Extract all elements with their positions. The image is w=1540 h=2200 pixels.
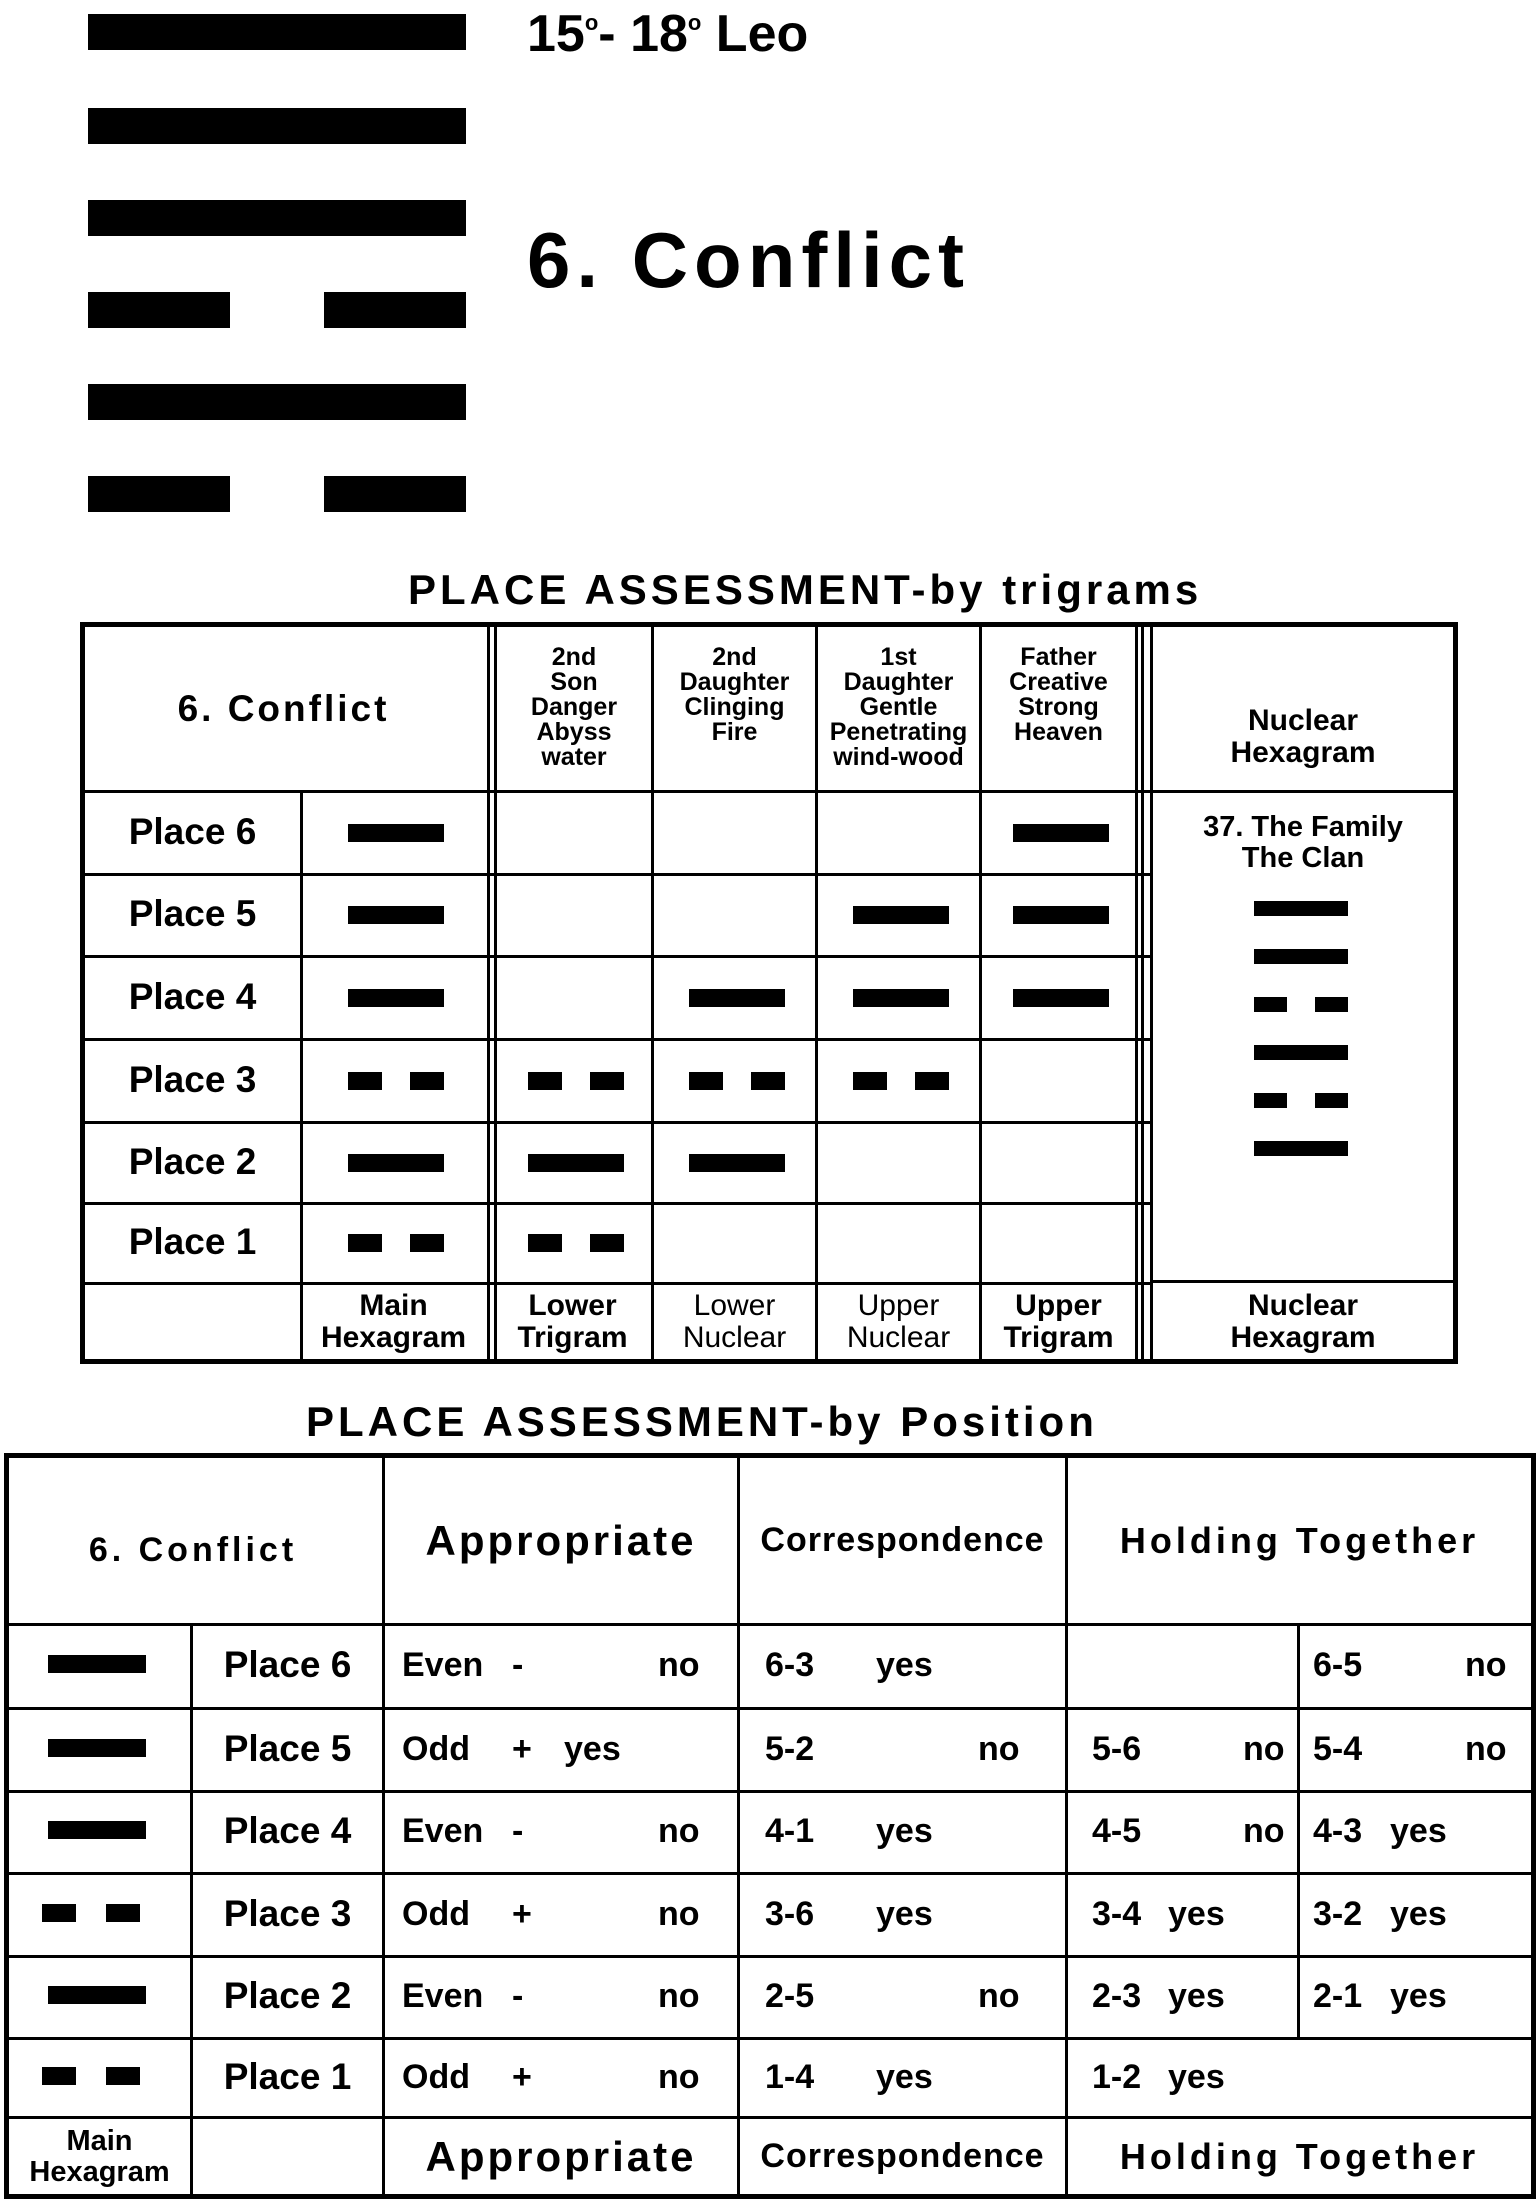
yin-line-right [590, 1072, 624, 1090]
yin-line-left [528, 1072, 562, 1090]
yang-line [48, 1821, 146, 1839]
place-label: Place 1 [128, 1221, 257, 1262]
hexagram-line-solid [88, 14, 466, 50]
footer-line: Nuclear [846, 1320, 951, 1354]
degree-end: 18 [630, 5, 688, 63]
trigram-column-header [818, 645, 979, 770]
holding-answer-lower: yes [1390, 1812, 1447, 1850]
holding-pair-upper: 1-2 [1092, 2057, 1142, 2096]
trigram-header-line: Daughter [679, 668, 790, 696]
parity-sign: + [512, 1729, 532, 1768]
degree-start: 15 [527, 5, 585, 63]
nuclear-header-line: Hexagram [1230, 736, 1376, 769]
correspondence-pair: 3-6 [765, 1894, 815, 1933]
trigram-column-header [654, 645, 815, 745]
trigram-footer-lower-trigram [494, 1284, 651, 1359]
parity: Odd [402, 1729, 470, 1768]
column-divider [1141, 622, 1144, 1362]
correspondence-answer: yes [876, 1812, 933, 1850]
trigram-header-line: Strong [1018, 693, 1099, 721]
parity: Even [402, 1977, 484, 2015]
yin-line-left [853, 1072, 887, 1090]
yin-line-left [689, 1072, 723, 1090]
zodiac-sign: Leo [701, 5, 809, 63]
trigram-header-line: Penetrating [829, 718, 968, 746]
yang-line [1013, 989, 1109, 1007]
hexagram-line-solid [88, 384, 466, 420]
place-label: Place 3 [223, 1892, 352, 1934]
correspondence-pair: 2-5 [765, 1977, 815, 2015]
hexagram-title: 6. Conflict [527, 216, 971, 304]
hexagram-line-broken-left [88, 292, 230, 328]
correspondence-pair: 1-4 [765, 2057, 815, 2096]
holding-answer-upper: yes [1168, 1977, 1225, 2015]
footer-line: Hexagram [29, 2156, 170, 2188]
correspondence-footer: Correspondence [760, 2137, 1045, 2175]
column-divider [1531, 1453, 1536, 2199]
footer-line: Lower [528, 1288, 617, 1322]
parity: Even [402, 1646, 484, 1684]
hexagram-line-broken-left [88, 476, 230, 512]
place-label: Place 4 [128, 975, 257, 1017]
trigram-header-line: Creative [1009, 668, 1108, 696]
yang-line [1013, 824, 1109, 842]
footer-line: Upper [857, 1288, 940, 1322]
position-footer-main [9, 2120, 190, 2194]
parity-sign: + [512, 2057, 532, 2096]
footer-line: Upper [1015, 1288, 1102, 1322]
holding-pair-upper: 5-6 [1092, 1729, 1142, 1768]
parity-sign: - [512, 1812, 524, 1850]
holding-answer-lower: no [1465, 1646, 1507, 1684]
nuclear-yang-line [1254, 1141, 1348, 1156]
yin-line-right [106, 1904, 140, 1922]
trigram-header-line: 1st [880, 643, 917, 671]
nuclear-yang-line [1254, 1045, 1348, 1060]
place-label: Place 4 [223, 1810, 352, 1851]
parity-sign: - [512, 1646, 524, 1684]
yang-line [528, 1154, 624, 1172]
yang-line [689, 1154, 785, 1172]
trigram-header-line: 2nd [712, 643, 757, 671]
nuclear-name-line: The Clan [1241, 842, 1365, 874]
yin-line-left [42, 1904, 76, 1922]
yin-line-right [590, 1234, 624, 1252]
appropriate-answer: no [658, 1977, 700, 2015]
hexagram-line-broken-right [324, 476, 466, 512]
trigram-header-line: 2nd [551, 643, 597, 671]
correspondence-answer: yes [876, 1894, 933, 1933]
column-divider [1297, 1623, 1300, 2037]
footer-line: Nuclear [682, 1320, 787, 1354]
holding-together-footer: Holding Together [1119, 2135, 1480, 2177]
hexagram-line-broken-right [324, 292, 466, 328]
trigram-footer-upper-nuclear [818, 1284, 979, 1359]
appropriate-answer: no [658, 2057, 700, 2096]
nuclear-yang-line [1254, 949, 1348, 964]
yin-line-left [348, 1234, 382, 1252]
parity: Odd [402, 2057, 470, 2096]
nuclear-yin-line-left [1254, 1093, 1287, 1108]
footer-line: Main [66, 2125, 133, 2157]
column-divider [1135, 622, 1138, 1362]
yang-line [48, 1655, 146, 1673]
parity: Odd [402, 1894, 470, 1933]
correspondence-pair: 6-3 [765, 1646, 815, 1684]
trigram-header-line: Gentle [859, 693, 938, 721]
degree-range [527, 4, 808, 64]
nuclear-yin-line-left [1254, 997, 1287, 1012]
degree-sep: - [598, 5, 631, 63]
parity-sign: - [512, 1977, 524, 2015]
appropriate-answer: no [658, 1812, 700, 1850]
nuclear-name-line: 37. The Family [1203, 811, 1403, 843]
trigram-table-title: PLACE ASSESSMENT-by trigrams [408, 566, 1203, 613]
footer-line: Nuclear [1247, 1288, 1359, 1322]
trigram-column-header [497, 645, 651, 770]
holding-pair-lower: 6-5 [1313, 1646, 1363, 1684]
correspondence-answer: yes [876, 1646, 933, 1684]
trigram-header-line: Danger [530, 693, 618, 721]
yang-line [48, 1739, 146, 1757]
trigram-header-line: Daughter [843, 668, 954, 696]
holding-together-header: Holding Together [1119, 1519, 1480, 1561]
place-label: Place 2 [128, 1140, 257, 1182]
nuclear-header [1153, 705, 1453, 769]
hexagram-line-solid [88, 108, 466, 144]
trigram-footer-main [300, 1284, 487, 1359]
holding-pair-upper: 3-4 [1092, 1894, 1142, 1933]
place-label: Place 2 [223, 1975, 352, 2016]
yin-line-left [348, 1072, 382, 1090]
yin-line-left [528, 1234, 562, 1252]
footer-line: Hexagram [1230, 1320, 1376, 1354]
trigram-header-line: Abyss [536, 718, 612, 746]
nuclear-yin-line-right [1315, 1093, 1348, 1108]
appropriate-answer: yes [564, 1729, 621, 1768]
trigram-header-line: Father [1020, 643, 1097, 671]
trigram-header-line: Son [550, 668, 598, 696]
correspondence-answer: no [978, 1729, 1020, 1768]
yang-line [853, 906, 949, 924]
holding-pair-lower: 3-2 [1313, 1894, 1363, 1933]
correspondence-answer: yes [876, 2057, 933, 2096]
holding-answer-upper: no [1243, 1812, 1285, 1850]
yang-line [348, 906, 444, 924]
place-label: Place 1 [223, 2055, 352, 2097]
nuclear-hexagram-name [1153, 812, 1453, 874]
place-label: Place 6 [223, 1644, 352, 1685]
column-divider [1453, 622, 1458, 1364]
trigram-header-line: Clinging [684, 693, 785, 721]
yin-line-right [106, 2067, 140, 2085]
row-divider [1152, 790, 1458, 793]
yang-line [689, 989, 785, 1007]
holding-pair-lower: 5-4 [1313, 1729, 1363, 1768]
footer-line: Main [359, 1288, 428, 1322]
table-border [80, 1359, 1458, 1364]
holding-answer-lower: yes [1390, 1977, 1447, 2015]
place-label: Place 5 [223, 1727, 352, 1769]
yin-line-right [410, 1072, 444, 1090]
trigram-header-line: Fire [711, 718, 758, 746]
place-label: Place 3 [128, 1058, 257, 1100]
position-table-corner: 6. Conflict [88, 1530, 298, 1569]
trigram-table-corner: 6. Conflict [177, 687, 390, 729]
yin-line-right [915, 1072, 949, 1090]
column-divider [300, 790, 303, 1362]
footer-line: Lower [693, 1288, 776, 1322]
holding-answer-upper: yes [1168, 2057, 1225, 2096]
nuclear-yang-line [1254, 901, 1348, 916]
yin-line-left [42, 2067, 76, 2085]
table-border [4, 2194, 1536, 2199]
position-table-title: PLACE ASSESSMENT-by Position [306, 1398, 1098, 1445]
yang-line [853, 989, 949, 1007]
footer-line: Trigram [1003, 1320, 1114, 1354]
trigram-header-line: wind-wood [833, 743, 964, 771]
appropriate-header: Appropriate [425, 1516, 697, 1564]
parity-sign: + [512, 1894, 532, 1933]
yang-line [348, 989, 444, 1007]
correspondence-pair: 5-2 [765, 1729, 815, 1768]
holding-pair-upper: 4-5 [1092, 1812, 1142, 1850]
holding-pair-lower: 4-3 [1313, 1812, 1363, 1850]
holding-answer-lower: yes [1390, 1894, 1447, 1933]
parity: Even [402, 1812, 484, 1850]
holding-pair-upper: 2-3 [1092, 1977, 1142, 2015]
yang-line [48, 1986, 146, 2004]
yang-line [348, 1154, 444, 1172]
yin-line-right [410, 1234, 444, 1252]
footer-line: Trigram [517, 1320, 628, 1354]
yin-line-right [751, 1072, 785, 1090]
correspondence-pair: 4-1 [765, 1812, 815, 1850]
trigram-footer-lower-nuclear [654, 1284, 815, 1359]
column-divider [487, 622, 490, 1362]
appropriate-footer: Appropriate [425, 2132, 697, 2180]
hexagram-line-solid [88, 200, 466, 236]
nuclear-header-line: Nuclear [1247, 704, 1359, 737]
trigram-footer-upper-trigram [982, 1284, 1135, 1359]
place-label: Place 6 [128, 810, 257, 852]
degree-mark-2: o [687, 10, 702, 35]
correspondence-answer: no [978, 1977, 1020, 2015]
appropriate-answer: no [658, 1646, 700, 1684]
degree-mark: o [584, 10, 599, 35]
nuclear-yin-line-right [1315, 997, 1348, 1012]
row-divider [1152, 1280, 1458, 1283]
appropriate-answer: no [658, 1894, 700, 1933]
place-label: Place 5 [128, 893, 257, 934]
trigram-column-header [982, 645, 1135, 745]
holding-answer-lower: no [1465, 1729, 1507, 1768]
trigram-header-line: Heaven [1014, 718, 1103, 746]
holding-answer-upper: no [1243, 1729, 1285, 1768]
correspondence-header: Correspondence [760, 1521, 1045, 1559]
trigram-header-line: water [541, 743, 607, 771]
yang-line [1013, 906, 1109, 924]
holding-pair-lower: 2-1 [1313, 1977, 1363, 2015]
trigram-footer-nuclear [1153, 1284, 1453, 1359]
yang-line [348, 824, 444, 842]
footer-line: Hexagram [320, 1320, 467, 1354]
holding-answer-upper: yes [1168, 1894, 1225, 1933]
